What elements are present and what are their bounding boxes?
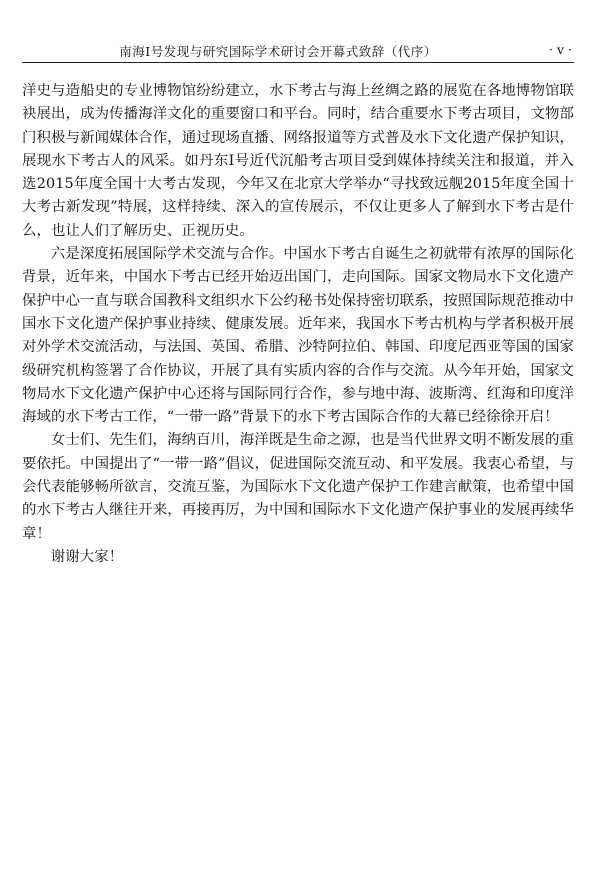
paragraph-closing-remarks: 女士们、先生们，海纳百川，海洋既是生命之源，也是当代世界文明不断发展的重要依托。中国提出了“一带一路”倡议，促进国际交流互动、和平发展。我衷心希望，与会代表能够畅所欲言，交流互鉴，为国际水下文化遗产保护工作建言献策，也希望中国的水下考古人继往开来，再接再厉，为中国和国际水下文化遗产保护事业的发展再续华章！: [22, 432, 574, 542]
paragraph-continuation: 洋史与造船史的专业博物馆纷纷建立，水下考古与海上丝绸之路的展览在各地博物馆联袂展出，成为传播海洋文化的重要窗口和平台。同时，结合重要水下考古项目，文物部门积极与新闻媒体合作，通过现场直播、网络报道等方式普及水下文化遗产保护知识，展现水下考古人的风采。如丹东Ⅰ号近代沉船考古项目受到媒体持续关注和报道，并入选2015年度全国十大考古发现，今年又在北京大学举办“寻找致远舰2015年度全国十大考古新发现”特展，这样持续、深入的宣传展示，不仅让更多人了解到水下考古是什么，也让人们了解历史、正视历史。: [22, 83, 574, 239]
paragraph-international-exchange: 六是深度拓展国际学术交流与合作。中国水下考古自诞生之初就带有浓厚的国际化背景，近年来，中国水下考古已经开始迈出国门，走向国际。国家文物局水下文化遗产保护中心一直与联合国教科文组织水下公约秘书处保持密切联系，按照国际规范推动中国水下文化遗产保护事业持续、健康发展。近年来，我国水下考古机构与学者积极开展对外学术交流活动，与法国、英国、希腊、沙特阿拉伯、韩国、印度尼西亚等国的国家级研究机构签署了合作协议，开展了具有实质内容的合作与交流。从今年开始，国家文物局水下文化遗产保护中心还将与国际同行合作，参与地中海、波斯湾、红海和印度洋海域的水下考古工作，“一带一路”背景下的水下考古国际合作的大幕已经徐徐开启！: [22, 246, 574, 426]
running-header: [22, 40, 574, 63]
running-title: 南海Ⅰ号发现与研究国际学术研讨会开幕式致辞（代序）: [119, 44, 437, 59]
body-text: [22, 80, 574, 569]
paragraph-thanks: 谢谢大家！: [50, 548, 124, 565]
page-number: · v ·: [549, 42, 572, 57]
